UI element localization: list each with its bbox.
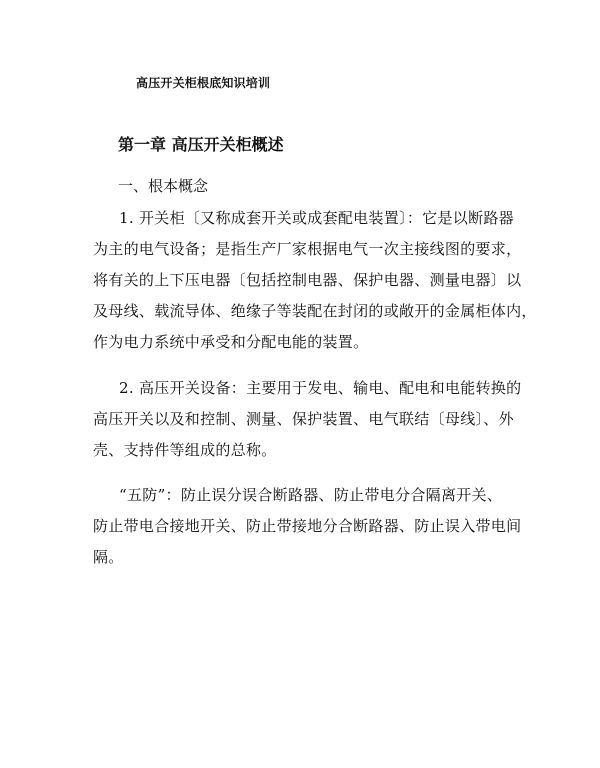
paragraph-line: 将有关的上下压电器〔包括控制电器、保护电器、测量电器〕以 (93, 271, 522, 289)
paragraph-five-preventions (93, 480, 522, 573)
paragraph-line: 壳、支持件等组成的总称。 (93, 441, 277, 459)
section-heading: 一、根本概念 (118, 177, 209, 195)
paragraph-line: “五防”：防止误分误合断路器、防止带电分合隔离开关、 (119, 486, 503, 504)
paragraph-line: 2. 高压开关设备：主要用于发电、输电、配电和电能转换的 (119, 379, 522, 397)
paragraph-line: 1. 开关柜〔又称成套开关或成套配电装置〕：它是以断路器 (119, 209, 514, 227)
paragraph-line: 作为电力系统中承受和分配电能的装置。 (93, 333, 369, 351)
paragraph-hv-switch-equipment (93, 373, 522, 466)
paragraph-switchgear-definition (93, 203, 537, 358)
paragraph-line: 为主的电气设备；是指生产厂家根据电气一次主接线图的要求， (93, 240, 522, 258)
document-title: 高压开关柜根底知识培训 (136, 76, 271, 90)
chapter-title: 第一章 高压开关柜概述 (118, 135, 284, 154)
paragraph-line: 防止带电合接地开关、防止带接地分合断路器、防止误入带电间 (93, 517, 522, 535)
paragraph-line: 及母线、载流导体、绝缘子等装配在封闭的或敞开的金属柜体内， (93, 302, 537, 320)
paragraph-line: 高压开关以及和控制、测量、保护装置、电气联结〔母线〕、外 (93, 410, 514, 428)
paragraph-line: 隔。 (93, 548, 124, 566)
